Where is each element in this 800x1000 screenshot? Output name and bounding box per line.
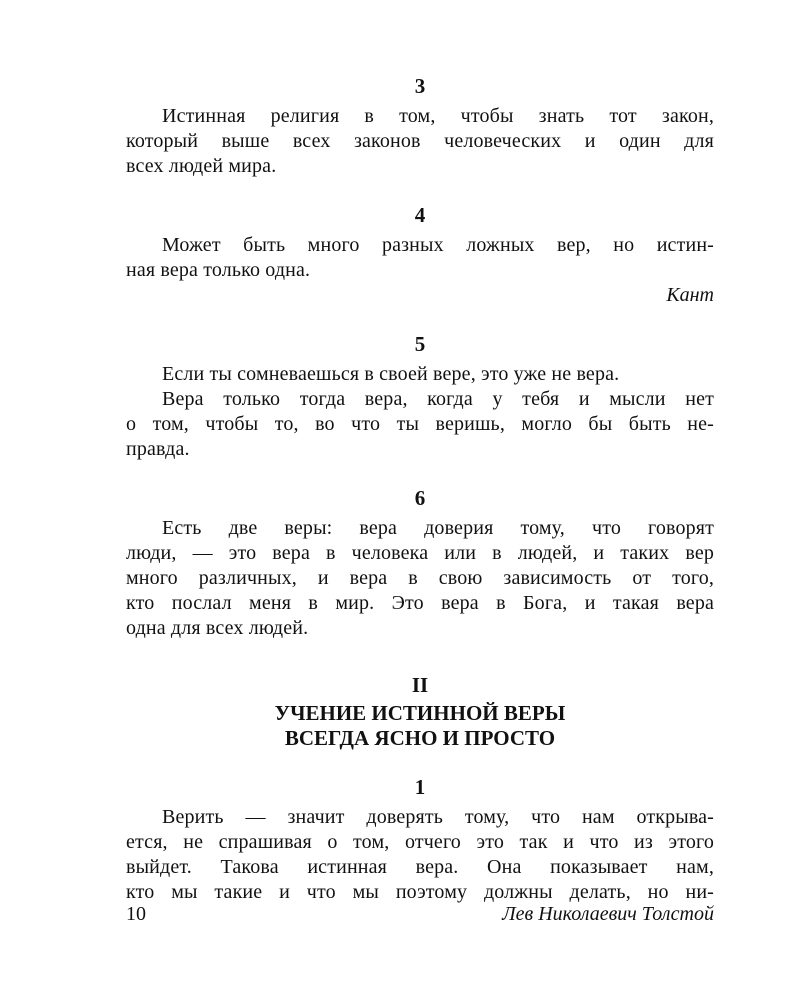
text-line: всех людей мира. [126, 155, 277, 177]
quote-author: Кант [666, 284, 714, 306]
page-number: 10 [126, 903, 146, 925]
text-line: кто мы такие и что мы поэтому должны делать, но ни- [126, 881, 714, 903]
section-number: 1 [414, 775, 426, 799]
paragraph [126, 362, 714, 462]
section-number: 3 [414, 74, 426, 98]
text-line: Есть две веры: вера доверия тому, что говорят [162, 517, 714, 539]
book-page [126, 72, 714, 905]
text-line: правда. [126, 438, 190, 460]
paragraph [126, 233, 714, 283]
text-line: который выше всех законов человеческих и один для [126, 130, 714, 152]
paragraph [126, 104, 714, 179]
text-line: кто послал меня в мир. Это вера в Бога, и такая вера [126, 592, 714, 614]
text-line: одна для всех людей. [126, 617, 309, 639]
text-line: много различных, и вера в свою зависимость от того, [126, 567, 714, 589]
running-head: Лев Николаевич Толстой [502, 903, 714, 925]
text-line: ная вера только одна. [126, 259, 311, 281]
text-line: Верить — значит доверять тому, что нам открыва- [162, 806, 714, 828]
text-line: Истинная религия в том, чтобы знать тот закон, [162, 105, 714, 127]
text-line: Вера только тогда вера, когда у тебя и мысли нет [162, 388, 714, 410]
text-line: ется, не спрашивая о том, отчего это так и что из этого [126, 831, 714, 853]
page-footer [126, 900, 714, 928]
text-line: Может быть много разных ложных вер, но истин- [162, 234, 714, 256]
chapter-number: II [411, 673, 429, 697]
text-line: люди, — это вера в человека или в людей, и таких вер [126, 542, 714, 564]
chapter-title-line: ВСЕГДА ЯСНО И ПРОСТО [284, 726, 556, 750]
text-line: выйдет. Такова истинная вера. Она показывает нам, [126, 856, 714, 878]
section-number: 4 [414, 203, 426, 227]
text-line: Если ты сомневаешься в своей вере, это уже не вера. [162, 363, 620, 385]
paragraph [126, 805, 714, 905]
text-line: о том, чтобы то, во что ты веришь, могло бы быть не- [126, 413, 714, 435]
section-number: 5 [414, 332, 426, 356]
paragraph [126, 516, 714, 641]
chapter-title-line: УЧЕНИЕ ИСТИННОЙ ВЕРЫ [274, 701, 566, 725]
section-number: 6 [414, 486, 426, 510]
